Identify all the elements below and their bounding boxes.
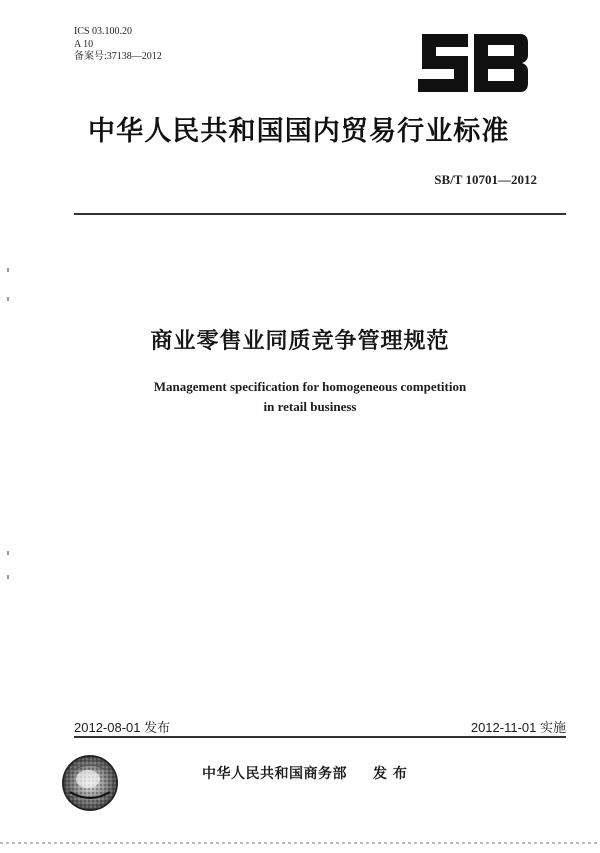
scan-mark — [7, 551, 9, 555]
chinese-title: 商业零售业同质竞争管理规范 — [150, 329, 450, 354]
scan-mark — [7, 268, 9, 272]
implementation-date: 2012-11-01 实施 — [470, 720, 566, 735]
ics-code: ICS 03.100.20 — [74, 26, 133, 37]
scan-mark — [7, 297, 9, 301]
publisher-line — [202, 763, 407, 783]
publisher-name: 中华人民共和国商务部 — [202, 766, 347, 782]
scan-edge-line — [0, 842, 600, 844]
english-title-line-1: Management specification for homogeneous competition — [153, 379, 467, 394]
header-meta — [74, 26, 162, 64]
scan-mark — [7, 575, 9, 579]
publisher-action: 发 布 — [373, 766, 408, 782]
english-title — [0, 377, 600, 417]
classification-code: A 10 — [74, 38, 94, 50]
standard-number: SB/T 10701—2012 — [434, 172, 537, 187]
sb-logo — [416, 34, 530, 92]
record-number: 备案号:37138—2012 — [74, 51, 162, 62]
issue-date: 2012-08-01 发布 — [74, 720, 171, 735]
bottom-divider — [74, 736, 566, 738]
english-title-line-2: in retail business — [263, 399, 357, 414]
issuing-body-title: 中华人民共和国国内贸易行业标准 — [88, 116, 510, 147]
top-divider — [74, 213, 566, 215]
hologram-seal — [60, 752, 120, 814]
